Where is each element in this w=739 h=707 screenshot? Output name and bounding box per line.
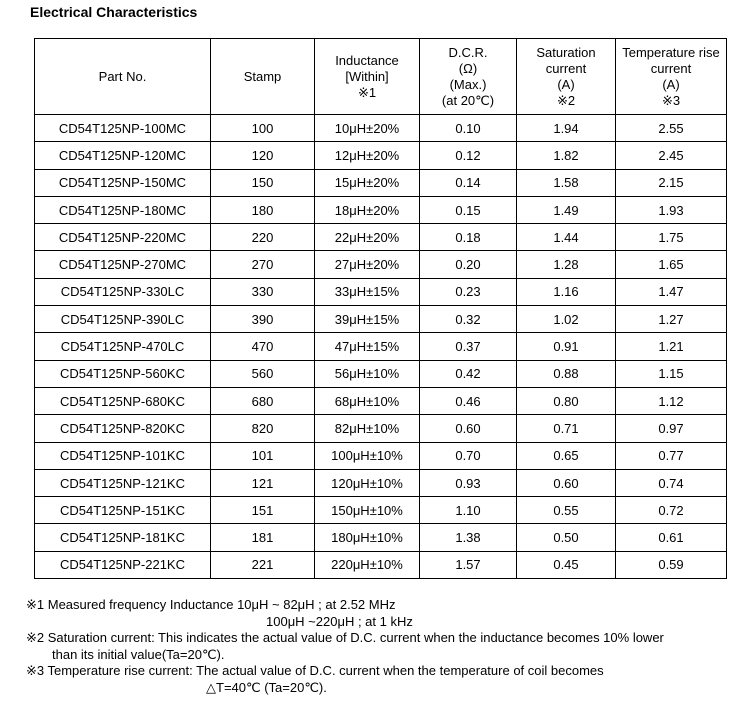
saturation-cell: 0.91 [517, 333, 616, 360]
note-1-line-1: ※1 Measured frequency Inductance 10μH ~ 82μH ; at 2.52 MHz [26, 597, 396, 612]
temperature-cell: 0.74 [616, 469, 727, 496]
temperature-cell: 1.21 [616, 333, 727, 360]
part-no-cell: CD54T125NP-100MC [35, 115, 211, 142]
stamp-cell: 221 [211, 551, 315, 578]
part-no-cell: CD54T125NP-330LC [35, 278, 211, 305]
stamp-cell: 560 [211, 360, 315, 387]
stamp-cell: 101 [211, 442, 315, 469]
part-no-cell: CD54T125NP-101KC [35, 442, 211, 469]
inductance-cell: 10μH±20% [315, 115, 420, 142]
part-no-cell: CD54T125NP-560KC [35, 360, 211, 387]
part-no-cell: CD54T125NP-270MC [35, 251, 211, 278]
table-row [35, 251, 727, 278]
temperature-cell: 1.27 [616, 306, 727, 333]
part-no-cell: CD54T125NP-820KC [35, 415, 211, 442]
saturation-cell: 0.88 [517, 360, 616, 387]
table-row [35, 360, 727, 387]
stamp-cell: 100 [211, 115, 315, 142]
saturation-cell: 1.94 [517, 115, 616, 142]
inductance-cell: 15μH±20% [315, 169, 420, 196]
part-no-cell: CD54T125NP-180MC [35, 196, 211, 223]
temperature-cell: 0.97 [616, 415, 727, 442]
header-temperature-rise-current: Temperature rise current (A) ※3 [616, 39, 727, 115]
dcr-cell: 0.23 [420, 278, 517, 305]
saturation-cell: 0.60 [517, 469, 616, 496]
dcr-cell: 0.93 [420, 469, 517, 496]
part-no-cell: CD54T125NP-150MC [35, 169, 211, 196]
inductance-cell: 82μH±10% [315, 415, 420, 442]
inductance-cell: 22μH±20% [315, 224, 420, 251]
temperature-cell: 1.15 [616, 360, 727, 387]
part-no-cell: CD54T125NP-220MC [35, 224, 211, 251]
table-row [35, 306, 727, 333]
table-header-row [35, 39, 727, 115]
table-row [35, 524, 727, 551]
stamp-cell: 390 [211, 306, 315, 333]
note-2-line-2: than its initial value(Ta=20℃). [52, 646, 225, 662]
saturation-cell: 0.71 [517, 415, 616, 442]
inductance-cell: 100μH±10% [315, 442, 420, 469]
part-no-cell: CD54T125NP-120MC [35, 142, 211, 169]
table-row [35, 442, 727, 469]
inductance-cell: 39μH±15% [315, 306, 420, 333]
page-title: Electrical Characteristics [30, 4, 198, 20]
saturation-cell: 1.49 [517, 196, 616, 223]
saturation-cell: 0.65 [517, 442, 616, 469]
inductance-cell: 220μH±10% [315, 551, 420, 578]
stamp-cell: 180 [211, 196, 315, 223]
dcr-cell: 0.32 [420, 306, 517, 333]
temperature-cell: 1.47 [616, 278, 727, 305]
table-row [35, 115, 727, 142]
footnotes [26, 597, 726, 696]
saturation-cell: 1.44 [517, 224, 616, 251]
temperature-cell: 1.93 [616, 196, 727, 223]
inductance-cell: 12μH±20% [315, 142, 420, 169]
part-no-cell: CD54T125NP-470LC [35, 333, 211, 360]
inductance-cell: 33μH±15% [315, 278, 420, 305]
saturation-cell: 1.82 [517, 142, 616, 169]
temperature-cell: 2.15 [616, 169, 727, 196]
stamp-cell: 220 [211, 224, 315, 251]
table-row [35, 169, 727, 196]
part-no-cell: CD54T125NP-151KC [35, 497, 211, 524]
saturation-cell: 1.58 [517, 169, 616, 196]
table-row [35, 224, 727, 251]
dcr-cell: 1.57 [420, 551, 517, 578]
table-row [35, 278, 727, 305]
table-row [35, 469, 727, 496]
inductance-cell: 56μH±10% [315, 360, 420, 387]
dcr-cell: 0.14 [420, 169, 517, 196]
saturation-cell: 0.45 [517, 551, 616, 578]
stamp-cell: 121 [211, 469, 315, 496]
table-row [35, 142, 727, 169]
header-stamp: Stamp [211, 39, 315, 115]
table-row [35, 551, 727, 578]
dcr-cell: 0.42 [420, 360, 517, 387]
table-row [35, 333, 727, 360]
table-row [35, 196, 727, 223]
note-3-line-2: △T=40℃ (Ta=20℃). [206, 679, 327, 695]
stamp-cell: 820 [211, 415, 315, 442]
header-part-no: Part No. [35, 39, 211, 115]
part-no-cell: CD54T125NP-390LC [35, 306, 211, 333]
saturation-cell: 1.28 [517, 251, 616, 278]
saturation-cell: 0.50 [517, 524, 616, 551]
stamp-cell: 470 [211, 333, 315, 360]
inductance-cell: 150μH±10% [315, 497, 420, 524]
stamp-cell: 120 [211, 142, 315, 169]
header-saturation-current: Saturation current (A) ※2 [517, 39, 616, 115]
note-3-line-1: ※3 Temperature rise current: The actual value of D.C. current when the temperature of coil becomes [26, 663, 604, 678]
temperature-cell: 2.45 [616, 142, 727, 169]
stamp-cell: 330 [211, 278, 315, 305]
temperature-cell: 0.59 [616, 551, 727, 578]
saturation-cell: 0.55 [517, 497, 616, 524]
saturation-cell: 1.16 [517, 278, 616, 305]
table-row [35, 497, 727, 524]
dcr-cell: 0.70 [420, 442, 517, 469]
dcr-cell: 1.10 [420, 497, 517, 524]
note-1-line-2: 100μH ~220μH ; at 1 kHz [266, 613, 413, 629]
part-no-cell: CD54T125NP-221KC [35, 551, 211, 578]
stamp-cell: 680 [211, 387, 315, 414]
temperature-cell: 0.61 [616, 524, 727, 551]
inductance-cell: 180μH±10% [315, 524, 420, 551]
dcr-cell: 0.46 [420, 387, 517, 414]
inductance-cell: 27μH±20% [315, 251, 420, 278]
stamp-cell: 181 [211, 524, 315, 551]
part-no-cell: CD54T125NP-121KC [35, 469, 211, 496]
temperature-cell: 1.65 [616, 251, 727, 278]
inductance-cell: 68μH±10% [315, 387, 420, 414]
temperature-cell: 1.12 [616, 387, 727, 414]
dcr-cell: 0.15 [420, 196, 517, 223]
temperature-cell: 0.77 [616, 442, 727, 469]
inductance-cell: 47μH±15% [315, 333, 420, 360]
part-no-cell: CD54T125NP-680KC [35, 387, 211, 414]
dcr-cell: 0.60 [420, 415, 517, 442]
stamp-cell: 270 [211, 251, 315, 278]
saturation-cell: 0.80 [517, 387, 616, 414]
dcr-cell: 1.38 [420, 524, 517, 551]
temperature-cell: 0.72 [616, 497, 727, 524]
table-row [35, 415, 727, 442]
dcr-cell: 0.12 [420, 142, 517, 169]
stamp-cell: 150 [211, 169, 315, 196]
stamp-cell: 151 [211, 497, 315, 524]
part-no-cell: CD54T125NP-181KC [35, 524, 211, 551]
temperature-cell: 2.55 [616, 115, 727, 142]
dcr-cell: 0.20 [420, 251, 517, 278]
temperature-cell: 1.75 [616, 224, 727, 251]
saturation-cell: 1.02 [517, 306, 616, 333]
inductance-cell: 18μH±20% [315, 196, 420, 223]
table-row [35, 387, 727, 414]
header-inductance: Inductance [Within] ※1 [315, 39, 420, 115]
header-dcr: D.C.R. (Ω) (Max.) (at 20℃) [420, 39, 517, 115]
dcr-cell: 0.10 [420, 115, 517, 142]
dcr-cell: 0.18 [420, 224, 517, 251]
dcr-cell: 0.37 [420, 333, 517, 360]
inductance-cell: 120μH±10% [315, 469, 420, 496]
electrical-characteristics-table [34, 38, 727, 579]
note-2-line-1: ※2 Saturation current: This indicates the actual value of D.C. current when the inductance becomes 10% lower [26, 630, 664, 645]
